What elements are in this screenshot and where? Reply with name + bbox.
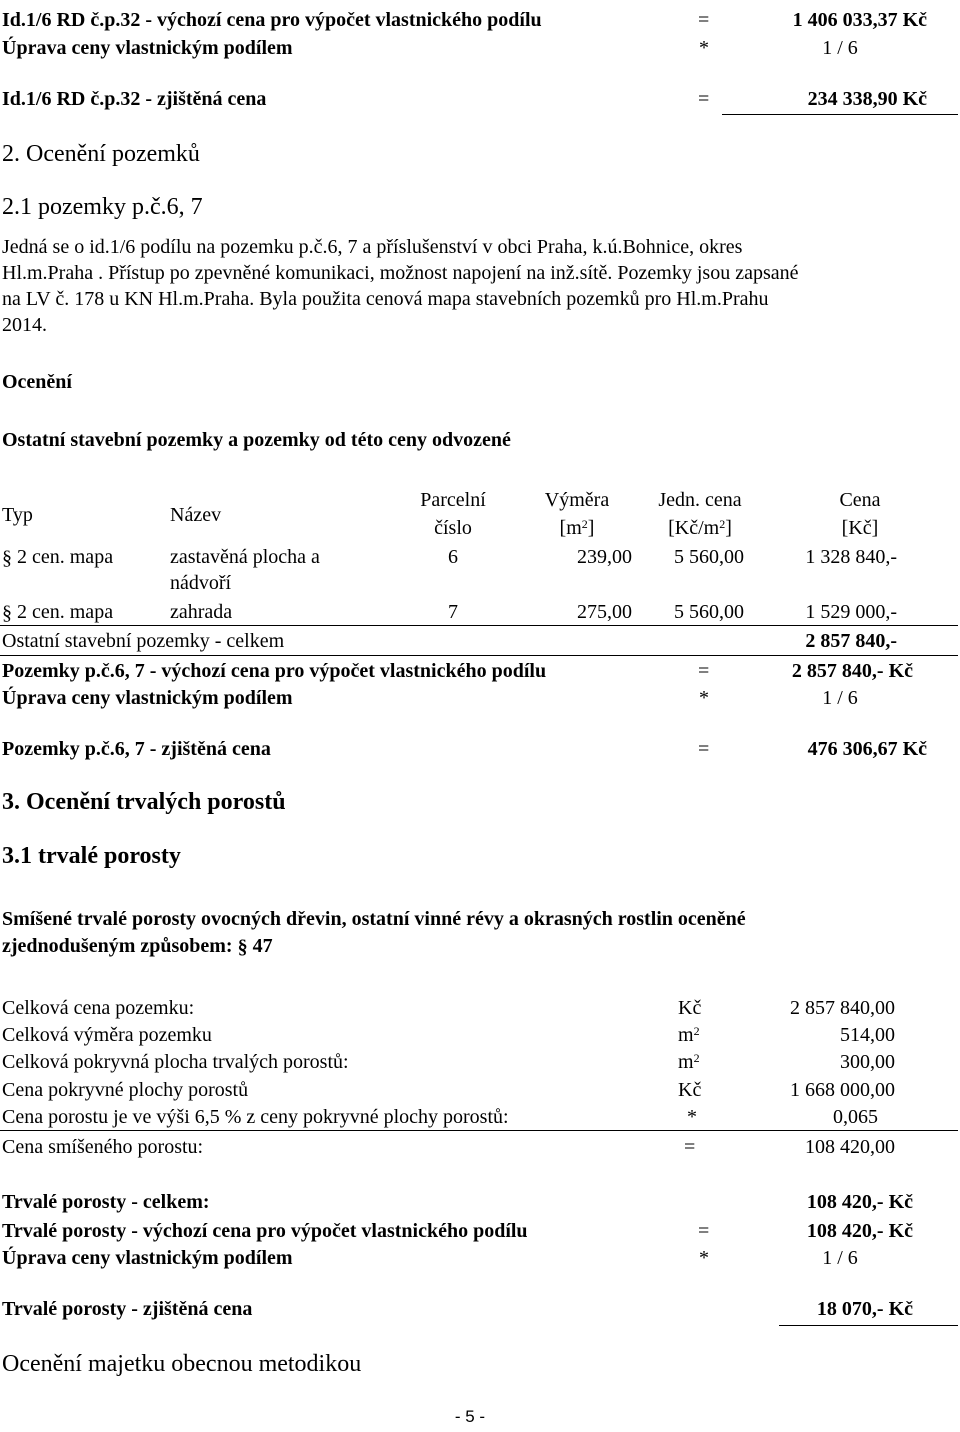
porosty-row2-op: *: [699, 1247, 709, 1269]
top-row3-label: Id.1/6 RD č.p.32 - zjištěná cena: [2, 88, 267, 110]
calc-row-2-label: Celková výměra pozemku: [2, 1024, 212, 1046]
section-icon: §: [2, 602, 12, 624]
table-heading: Ostatní stavební pozemky a pozemky od této ceny odvozené: [2, 429, 511, 451]
calc-row-3-label: Celková pokryvná plocha trvalých porostů:: [2, 1051, 349, 1073]
th-cena-1: Cena: [839, 489, 881, 511]
pozemky-row3-op: =: [698, 738, 710, 760]
th-parcelni-1: Parcelní: [420, 489, 486, 511]
calc-row-3-unit: $m^2$: [678, 1051, 700, 1073]
pozemky-row1-label: Pozemky p.č.6, 7 - výchozí cena pro výpočet vlastnického podílu: [2, 660, 547, 682]
pozemky-row2-value: 1 / 6: [822, 687, 858, 709]
table-row-2-jedn-cena: 5 560,00: [674, 601, 744, 623]
page-number: - 5 -: [454, 1407, 486, 1426]
top-row2-value: 1 / 6: [822, 37, 858, 59]
top-row1-value: 1 406 033,37 Kč: [792, 9, 927, 31]
section-icon: §: [2, 547, 12, 569]
calc-row-4-unit: Kč: [678, 1079, 702, 1101]
calc-row-5-unit: *: [687, 1106, 697, 1128]
table-row-2-parcela: 7: [448, 601, 458, 623]
section-icon: §: [237, 936, 248, 958]
description-line3: na LV č. 178 u KN Hl.m.Praha. Byla použita cenová mapa stavebních pozemků pro Hl.m.Prahu: [2, 288, 769, 310]
th-typ: Typ: [2, 504, 33, 526]
calc-row-1-value: 2 857 840,00: [790, 997, 895, 1019]
description-line2: Hl.m.Praha . Přístup po zpevněné komunikaci, možnost napojení na inž.sítě. Pozemky jsou zapsané: [2, 262, 799, 284]
calc-row-3-value: 300,00: [840, 1051, 895, 1073]
table-total-value: 2 857 840,-: [805, 630, 897, 652]
th-parcelni-2: číslo: [434, 517, 472, 539]
top-row3-op: =: [698, 88, 710, 110]
pozemky-row3-value: 476 306,67 Kč: [807, 738, 927, 760]
porosty-row1-label: Trvalé porosty - výchozí cena pro výpočet vlastnického podílu: [2, 1220, 528, 1242]
table-row-1-jedn-cena: 5 560,00: [674, 546, 744, 568]
table-row-1-typ: § 2 cen. mapa: [2, 546, 114, 569]
smisene-line2: zjednodušeným způsobem: § 47: [2, 935, 273, 958]
porosty-total-value: 108 420,- Kč: [806, 1191, 913, 1213]
porosty-total-label: Trvalé porosty - celkem:: [2, 1191, 210, 1213]
porosty-row1-op: =: [698, 1220, 710, 1242]
table-row-1-parcela: 6: [448, 546, 458, 568]
pozemky-row2-label: Úprava ceny vlastnickým podílem: [2, 687, 293, 709]
table-row-1-vymera: 239,00: [577, 546, 632, 568]
oceneni-heading: Ocenění: [2, 371, 72, 393]
calc-row-5-label: Cena porostu je ve výši 6,5 % z ceny pokryvné plochy porostů:: [2, 1106, 509, 1128]
section31-heading: 3.1 trvalé porosty: [2, 843, 181, 869]
th-jedn-1: Jedn. cena: [658, 489, 742, 511]
pozemky-row1-value: 2 857 840,- Kč: [791, 660, 913, 682]
description-line1: Jedná se o id.1/6 podílu na pozemku p.č.6, 7 a příslušenství v obci Praha, k.ú.Bohnice, okres: [2, 236, 743, 258]
table-total-label: Ostatní stavební pozemky - celkem: [2, 630, 285, 652]
calc-row-2-value: 514,00: [840, 1024, 895, 1046]
table-total-rule-bottom: [0, 655, 958, 656]
th-cena-2: [Kč]: [841, 517, 879, 539]
porosty-row3-label: Trvalé porosty - zjištěná cena: [2, 1298, 253, 1320]
top-result-rule: [722, 114, 958, 115]
top-row2-op: *: [699, 37, 709, 59]
calc-rule: [0, 1130, 958, 1131]
th-vymera-1: Výměra: [544, 489, 610, 511]
top-row1-label: Id.1/6 RD č.p.32 - výchozí cena pro výpočet vlastnického podílu: [2, 9, 542, 31]
porosty-row2-value: 1 / 6: [822, 1247, 858, 1269]
table-row-2-vymera: 275,00: [577, 601, 632, 623]
calc-row-5-value: 0,065: [833, 1106, 878, 1128]
calc-row-4-value: 1 668 000,00: [790, 1079, 895, 1101]
table-row-2-cena: 1 529 000,-: [805, 601, 897, 623]
top-row2-label: Úprava ceny vlastnickým podílem: [2, 37, 293, 59]
th-vymera-2: $[m^2]$: [559, 517, 595, 539]
top-row1-op: =: [698, 9, 710, 31]
table-row-1-nazev-2: nádvoří: [170, 572, 232, 594]
porosty-row2-label: Úprava ceny vlastnickým podílem: [2, 1247, 293, 1269]
table-row-1-cena: 1 328 840,-: [805, 546, 897, 568]
porosty-row1-value: 108 420,- Kč: [806, 1220, 913, 1242]
pozemky-row2-op: *: [699, 687, 709, 709]
calc-row-1-unit: Kč: [678, 997, 702, 1019]
table-row-2-typ: § 2 cen. mapa: [2, 601, 114, 624]
section21-heading: 2.1 pozemky p.č.6, 7: [2, 194, 203, 220]
porosty-row3-value: 18 070,- Kč: [816, 1298, 913, 1320]
table-row-2-nazev: zahrada: [170, 601, 233, 623]
table-total-rule-top: [0, 625, 958, 626]
description-line4: 2014.: [2, 314, 47, 336]
calc-row-6-value: 108 420,00: [805, 1136, 895, 1158]
th-jedn-2: $[Kč/m^2]$: [668, 517, 732, 539]
pozemky-row1-op: =: [698, 660, 710, 682]
final-heading: Ocenění majetku obecnou metodikou: [2, 1351, 362, 1377]
calc-row-2-unit: $m^2$: [678, 1024, 700, 1046]
top-row3-value: 234 338,90 Kč: [807, 88, 927, 110]
calc-row-4-label: Cena pokryvné plochy porostů: [2, 1079, 249, 1101]
table-row-1-nazev-1: zastavěná plocha a: [170, 546, 320, 568]
calc-row-6-label: Cena smíšeného porostu:: [2, 1136, 204, 1158]
section2-heading: 2. Ocenění pozemků: [2, 141, 200, 167]
pozemky-row3-label: Pozemky p.č.6, 7 - zjištěná cena: [2, 738, 271, 760]
th-nazev: Název: [170, 504, 222, 526]
calc-row-1-label: Celková cena pozemku:: [2, 997, 195, 1019]
section3-heading: 3. Ocenění trvalých porostů: [2, 789, 286, 815]
porosty-result-rule: [779, 1325, 958, 1326]
smisene-line1: Smíšené trvalé porosty ovocných dřevin, ostatní vinné révy a okrasných rostlin oceněné: [2, 908, 746, 930]
calc-row-6-unit: =: [684, 1136, 696, 1158]
